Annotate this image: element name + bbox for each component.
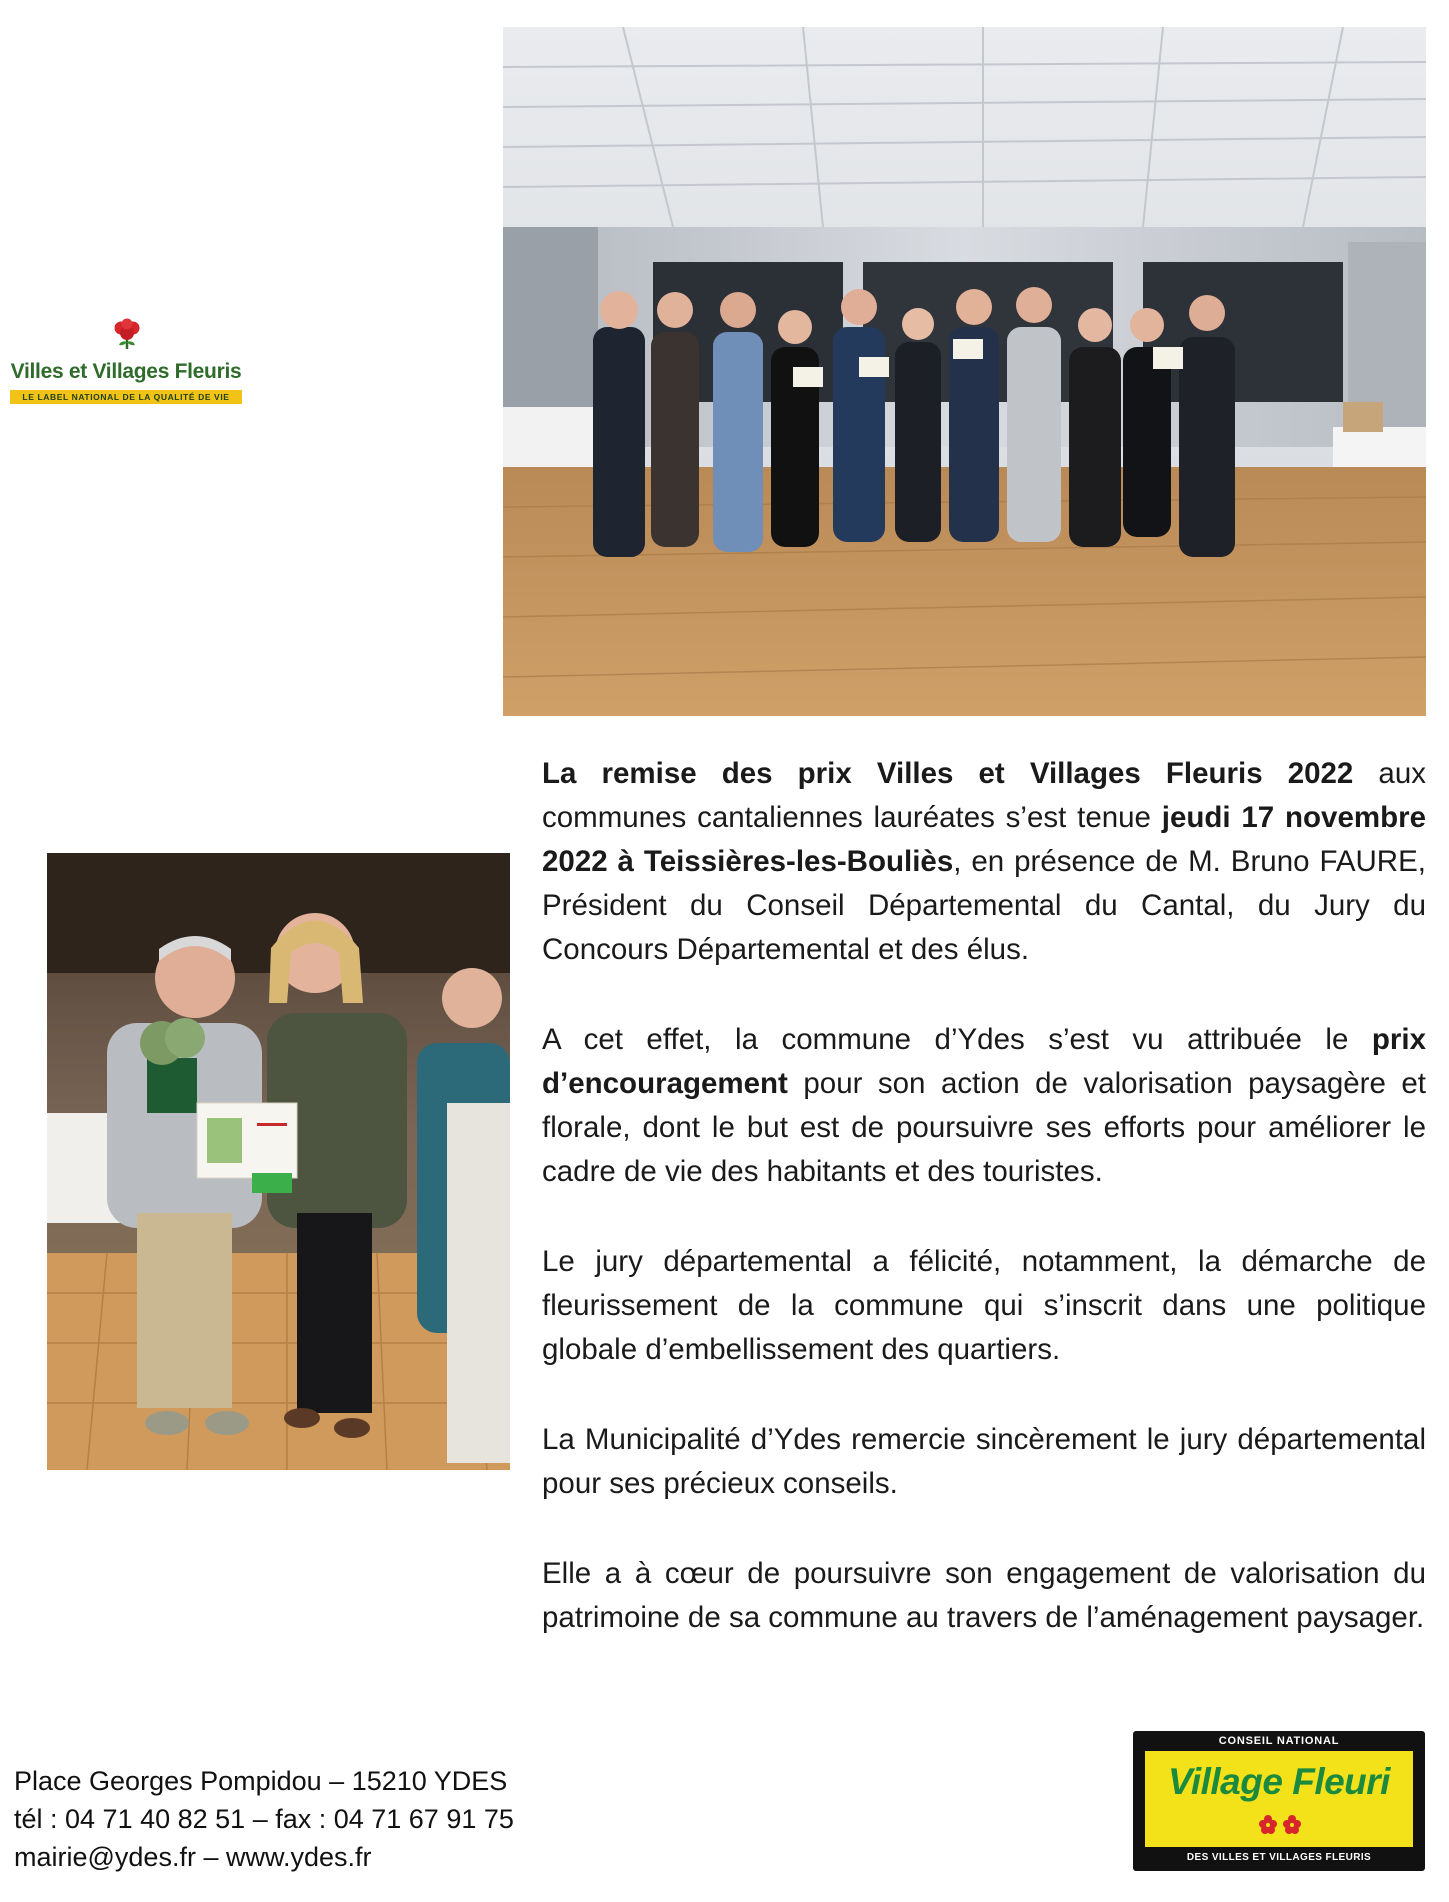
paragraph-jury: Le jury départemental a félicité, notamment, la démarche de fleurissement de la commune qui s’inscrit dans une politique globale d’embellissement des quartiers. <box>542 1245 1426 1366</box>
ceremony-text-2: , en présence de M. Bruno FAURE, Président du Conseil Départemental du Cantal, du Jury du Concours Départemental et des élus. <box>542 845 1426 966</box>
paragraph-commitment: Elle a à cœur de poursuivre son engagement de valorisation du patrimoine de sa commune au travers de l’aménagement paysager. <box>542 1557 1426 1634</box>
ceremony-title-bold: La remise des prix Villes et Villages Fleuris 2022 <box>542 757 1354 790</box>
footer-address-block <box>14 1762 514 1876</box>
article-body <box>542 752 1426 1686</box>
logo-name: Villes et Villages Fleuris <box>10 360 242 383</box>
flower-stars-icon <box>1255 1811 1305 1839</box>
footer-phone: tél : 04 71 40 82 51 – fax : 04 71 67 91 75 <box>14 1804 514 1834</box>
award-winners-photo <box>47 853 510 1470</box>
footer-contact[interactable]: mairie@ydes.fr – www.ydes.fr <box>14 1842 372 1872</box>
award-ceremony-group-photo <box>503 27 1426 716</box>
badge-bottom-text: DES VILLES ET VILLAGES FLEURIS <box>1186 1852 1372 1863</box>
ceremony-date-place-bold: jeudi 17 novembre 2022 à Teissières-les-Bouliès <box>542 801 1426 878</box>
badge-title: Village Fleuri <box>1168 1761 1390 1802</box>
ceremony-text-1: aux communes cantaliennes lauréates s’est tenue <box>542 757 1427 834</box>
award-name-bold: prix d’encouragement <box>542 1023 1426 1100</box>
village-fleuri-badge <box>1133 1731 1425 1871</box>
paragraph-ceremony <box>542 752 1426 972</box>
award-text-1: A cet effet, la commune d’Ydes s’est vu attribuée le <box>542 1023 1372 1056</box>
badge-panel <box>1145 1751 1413 1847</box>
villes-villages-fleuris-logo <box>10 318 242 406</box>
award-text-2: pour son action de valorisation paysagère et florale, dont le but est de poursuivre ses efforts pour améliorer le cadre de vie des habitants et des touristes. <box>542 1067 1426 1188</box>
logo-tagline: LE LABEL NATIONAL DE LA QUALITÉ DE VIE <box>10 390 242 404</box>
paragraph-award <box>542 1018 1426 1194</box>
paragraph-thanks: La Municipalité d’Ydes remercie sincèrement le jury départemental pour ses précieux conseils. <box>542 1423 1426 1500</box>
footer-address: Place Georges Pompidou – 15210 YDES <box>14 1766 508 1796</box>
badge-top-text: CONSEIL NATIONAL <box>1218 1735 1340 1747</box>
red-flower-icon <box>110 318 144 352</box>
